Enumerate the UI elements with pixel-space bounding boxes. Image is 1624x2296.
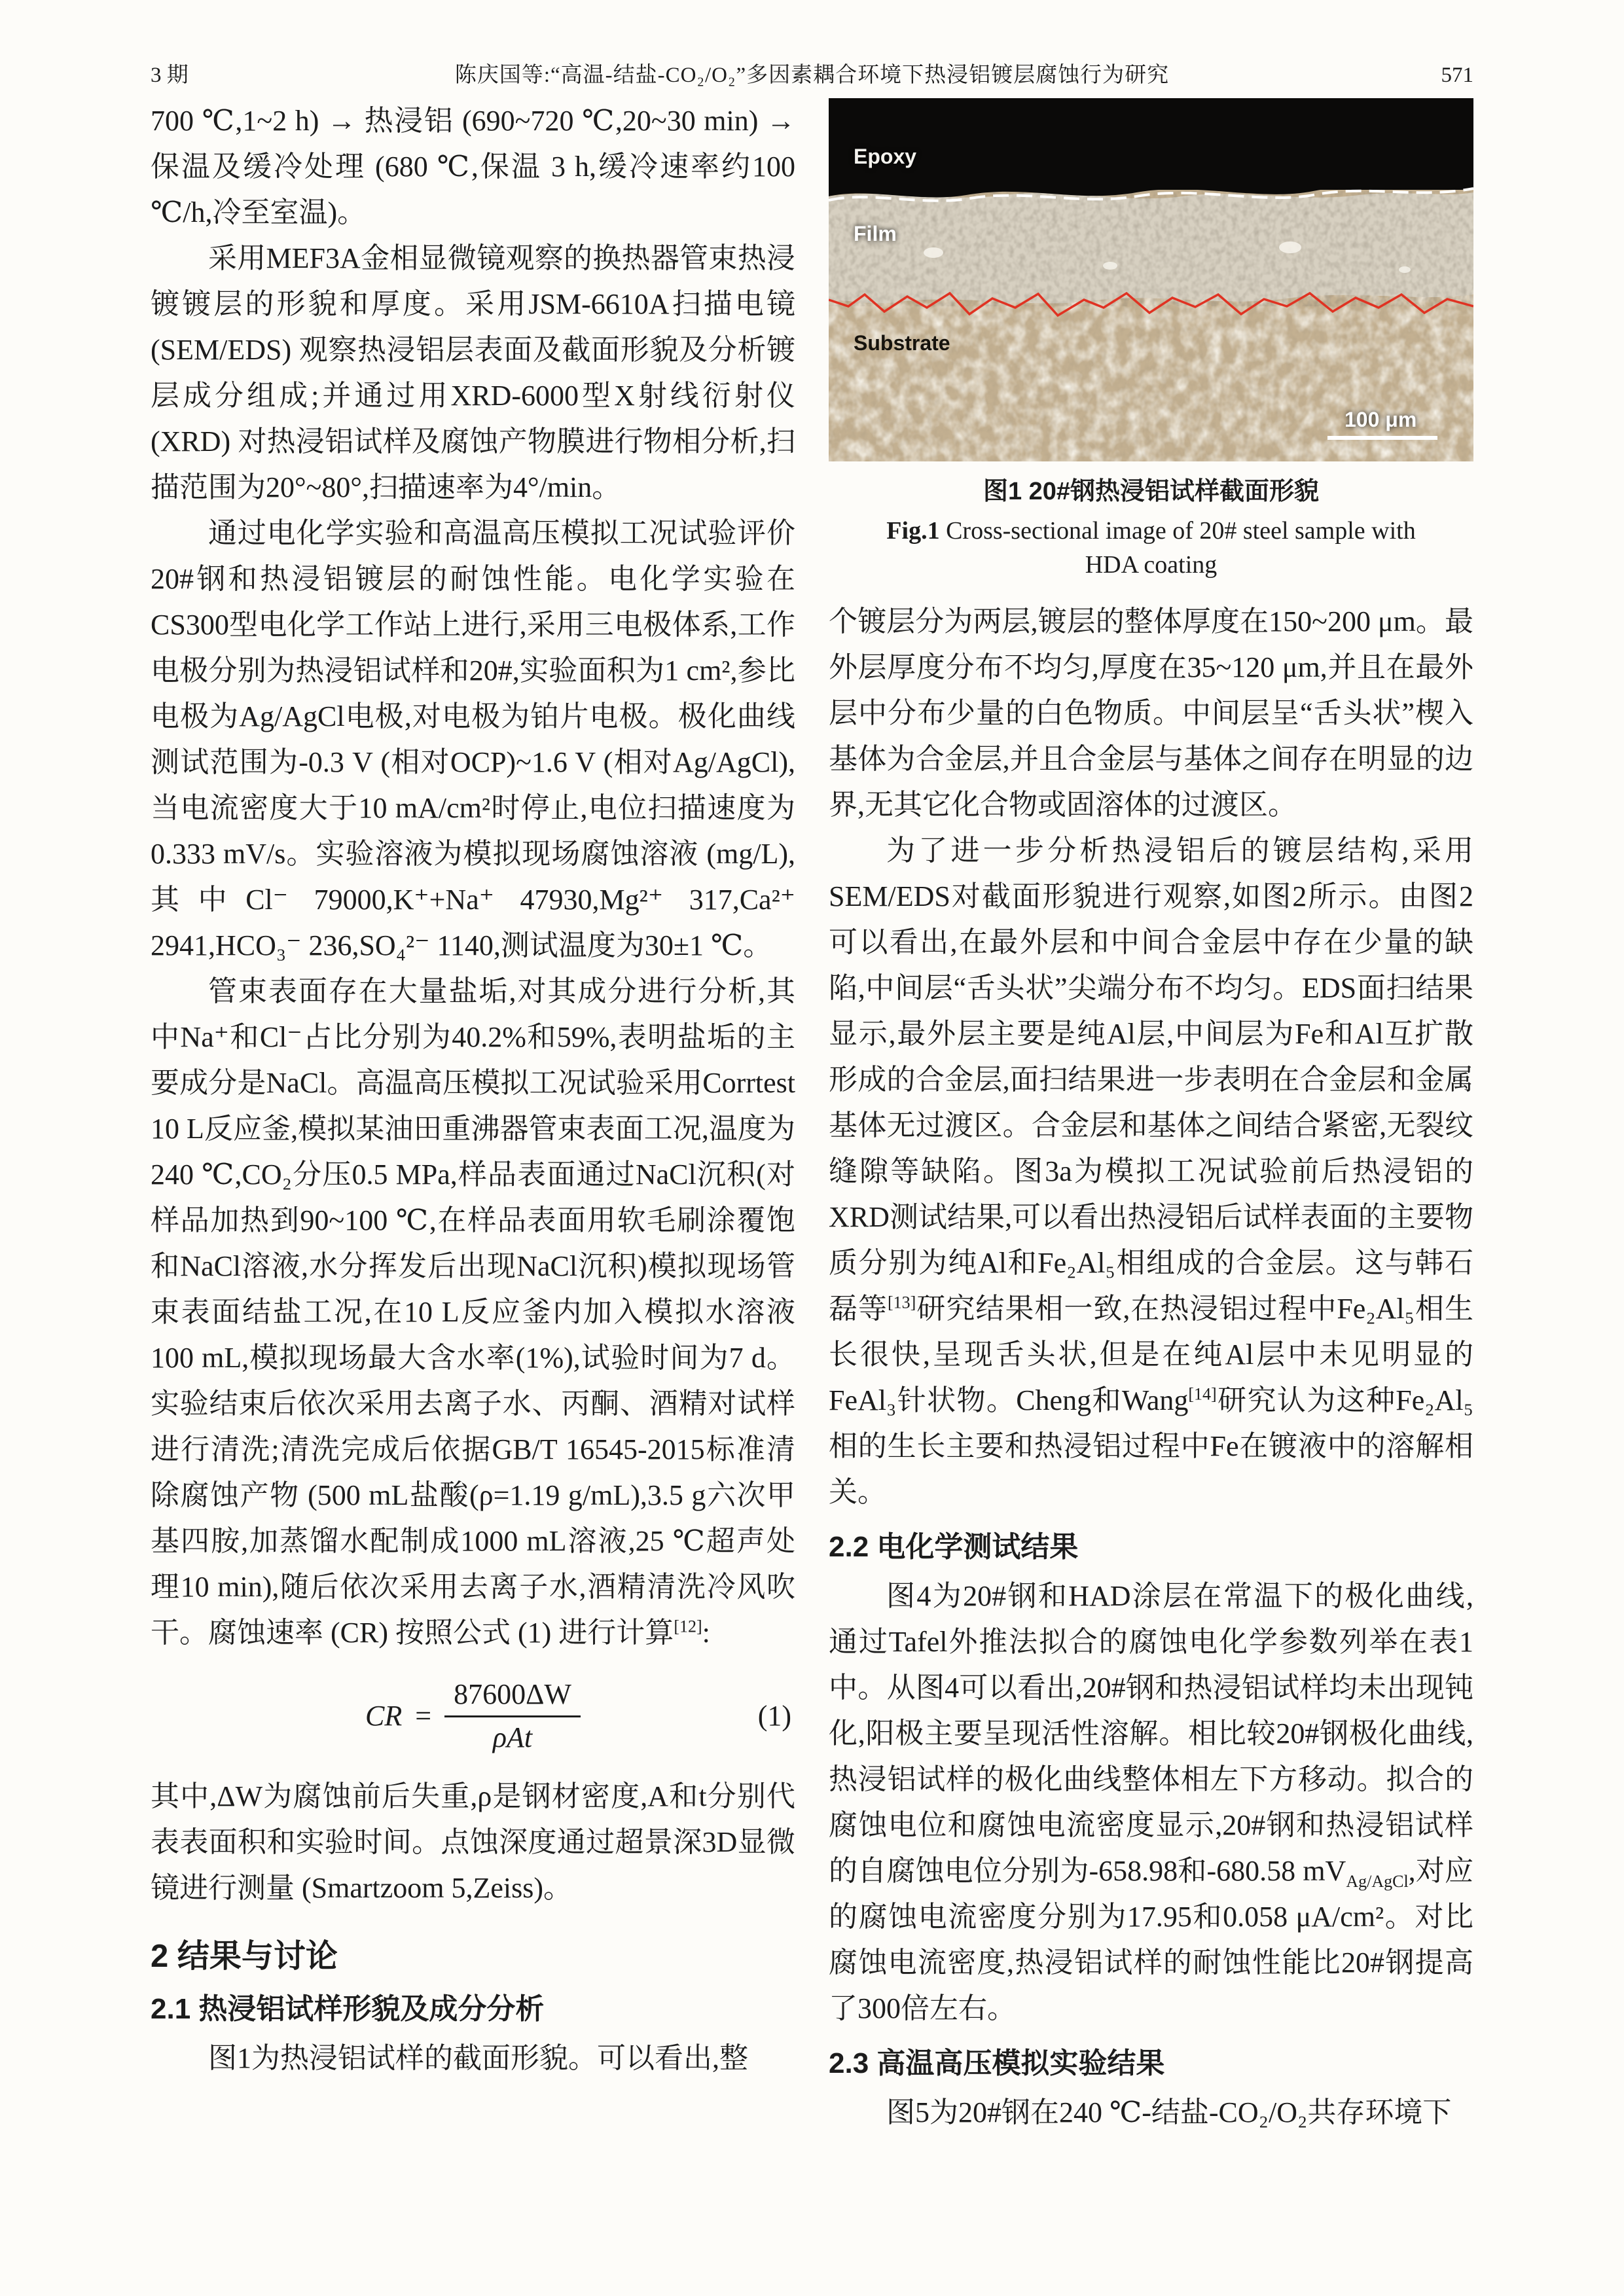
section-heading-results: 2 结果与讨论 (151, 1939, 338, 1975)
equation-denominator: ρAt (492, 1721, 533, 1753)
paragraph: 图1为热浸铝试样的截面形貌。可以看出,整 (208, 2042, 748, 2075)
paragraph: 通过电化学实验和高温高压模拟工况试验评价20#钢和热浸铝镀层的耐蚀性能。电化学实验在CS300型电化学工作站上进行,采用三电极体系,工作电极分别为热浸铝试样和20#,实验面积为1 cm²,参比电极为Ag/AgCl电极,对电极为铂片电极。极化曲线测试范围为-0.3 V (相对OCP)~1.6 V (相对Ag/AgCl),当电流密度大于10 mA/cm²时停止,电位扫描速度为0.333 mV/s。实验溶液为模拟现场腐蚀溶液 (mg/L),其中Cl⁻ 79000,K⁺+Na⁺ 47930,Mg²⁺ 317,Ca²⁺ 2941,HCO₃⁻ 236,SO₄²⁻ 1140,测试温度为30±1 ℃。 (151, 517, 795, 961)
film-white-particle (1399, 266, 1411, 273)
figure1-caption-en-text: Cross-sectional image of 20# steel sample with HDA coating (946, 517, 1416, 579)
epoxy-label: Epoxy (854, 145, 917, 168)
page-number: 571 (1441, 63, 1473, 87)
subsection-heading-2-1: 2.1 热浸铝试样形貌及成分分析 (151, 1992, 545, 2025)
running-title: 陈庆国等:“高温-结盐-CO₂/O₂”多因素耦合环境下热浸铝镀层腐蚀行为研究 (454, 63, 1170, 87)
subsection-heading-2-2: 2.2 电化学测试结果 (829, 1531, 1079, 1563)
equation-lhs: CR (365, 1700, 403, 1732)
paragraph: 700 ℃,1~2 h) → 热浸铝 (690~720 ℃,20~30 min) → 保温及缓冷处理 (680 ℃,保温 3 h,缓冷速率约100 ℃/h,冷至室温)。 (151, 105, 795, 228)
scale-bar (1327, 436, 1437, 440)
equation-numerator: 87600ΔW (444, 1678, 581, 1717)
film-white-particle (924, 247, 943, 258)
paragraph: 图5为20#钢在240 ℃-结盐-CO₂/O₂共存环境下 (886, 2096, 1452, 2129)
paragraph-text: 管束表面存在大量盐垢,对其成分进行分析,其中Na⁺和Cl⁻占比分别为40.2%和59%,表明盐垢的主要成分是NaCl。高温高压模拟工况试验采用Corrtest 10 L反应釜,模拟某油田重沸器管束表面工况,温度为240 ℃,CO₂分压0.5 MPa,样品表面通过NaCl沉积(对样品加热到90~100 ℃,在样品表面用软毛刷涂覆饱和NaCl溶液,水分挥发后出现NaCl沉积)模拟现场管束表面结盐工况,在10 L反应釜内加入模拟水溶液100 mL,模拟现场最大含水率(1%),试验时间为7 d。实验结束后依次采用去离子水、丙酮、酒精对试样进行清洗;清洗完成后依据GB/T 16545-2015标准清除腐蚀产物 (500 mL盐酸(ρ=1.19 g/mL),3.5 g六次甲基四胺,加蒸馏水配制成1000 mL溶液,25 ℃超声处理10 min),随后依次采用去离子水,酒精清洗冷风吹干。腐蚀速率 (CR) 按照公式 (1) 进行计算 (151, 975, 795, 1649)
equation-1 (151, 1678, 795, 1754)
figure1-caption-en-prefix: Fig.1 (886, 517, 940, 545)
issue-label: 3 期 (151, 63, 189, 87)
paragraph-text: 研究结果相一致,在热浸铝过程中Fe₂Al₅相生长很快,呈现舌头状,但是在纯Al层中未见明显的FeAl₃针状物。Cheng和Wang (829, 1293, 1473, 1416)
paragraph: 个镀层分为两层,镀层的整体厚度在150~200 μm。最外层厚度分布不均匀,厚度在35~120 μm,并且在最外层中分布少量的白色物质。中间层呈“舌头状”楔入基体为合金层,并且合金层与基体之间存在明显的边界,无其它化合物或固溶体的过渡区。 (829, 605, 1473, 821)
film-speckle (829, 196, 1473, 301)
paragraph (151, 969, 795, 1656)
paragraph: 其中,ΔW为腐蚀前后失重,ρ是钢材密度,A和t分别代表表面积和实验时间。点蚀深度通过超景深3D显微镜进行测量 (Smartzoom 5,Zeiss)。 (151, 1780, 795, 1905)
paragraph-text: 图4为20#钢和HAD涂层在常温下的极化曲线,通过Tafel外推法拟合的腐蚀电化学参数列举在表1中。从图4可以看出,20#钢和热浸铝试样均未出现钝化,阳极主要呈现活性溶解。相比较20#钢极化曲线,热浸铝试样的极化曲线整体相左下方移动。拟合的腐蚀电位和腐蚀电流密度显示,20#钢和热浸铝试样的自腐蚀电位分别为-658.98和-680.58 mV (829, 1580, 1473, 1888)
epoxy-region (829, 98, 1473, 197)
figure1-caption-en (829, 514, 1473, 582)
equals-sign: = (415, 1700, 432, 1732)
subsection-heading-2-3: 2.3 高温高压模拟实验结果 (829, 2047, 1165, 2080)
citation-ref: [14] (1188, 1384, 1217, 1404)
figure-1 (829, 98, 1473, 582)
paragraph: 采用MEF3A金相显微镜观察的换热器管束热浸镀镀层的形貌和厚度。采用JSM-6610A扫描电镜 (SEM/EDS) 观察热浸铝层表面及截面形貌及分析镀层成分组成;并通过用XRD-6000型X射线衍射仪 (XRD) 对热浸铝试样及腐蚀产物膜进行物相分析,扫描范围为20°~80°,扫描速率为4°/min。 (151, 242, 795, 503)
film-white-particle (1279, 242, 1301, 253)
paragraph (829, 1573, 1473, 2032)
citation-ref: [12] (674, 1617, 702, 1636)
film-white-particle (1103, 262, 1117, 270)
page-header (151, 58, 1473, 88)
figure1-caption-zh: 图1 20#钢热浸铝试样截面形貌 (983, 478, 1320, 505)
substrate-label: Substrate (854, 331, 950, 355)
scale-bar-label: 100 μm (1344, 408, 1417, 431)
paragraph-text: 研究认为这种Fe₂Al₅相的生长主要和热浸铝过程中Fe在镀液中的溶解相关。 (829, 1384, 1473, 1508)
paragraph-text: ,对应的腐蚀电流密度分别为17.95和0.058 μA/cm²。对比腐蚀电流密度,热浸铝试样的耐蚀性能比20#钢提高了300倍左右。 (829, 1855, 1474, 2025)
equation-fraction (444, 1678, 581, 1754)
equation-number: (1) (757, 1700, 791, 1732)
figure1-micrograph (829, 98, 1473, 461)
citation-ref: [13] (888, 1293, 916, 1312)
film-label: Film (854, 222, 897, 245)
paragraph (829, 828, 1473, 1515)
paragraph-text: : (702, 1617, 710, 1649)
paragraph-text: 为了进一步分析热浸铝后的镀层结构,采用SEM/EDS对截面形貌进行观察,如图2所示。由图2可以看出,在最外层和中间合金层中存在少量的缺陷,中间层“舌头状”尖端分布不均匀。EDS面扫结果显示,最外层主要是纯Al层,中间层为Fe和Al互扩散形成的合金层,面扫结果进一步表明在合金层和金属基体无过渡区。合金层和基体之间结合紧密,无裂纹缝隙等缺陷。图3a为模拟工况试验前后热浸铝的XRD测试结果,可以看出热浸铝后试样表面的主要物质分别为纯Al和Fe₂Al₅相组成的合金层。这与韩石磊等 (829, 834, 1473, 1325)
electrode-subscript: Ag/AgCl (1346, 1871, 1409, 1891)
right-column (829, 98, 1473, 2136)
left-column (151, 98, 795, 2081)
